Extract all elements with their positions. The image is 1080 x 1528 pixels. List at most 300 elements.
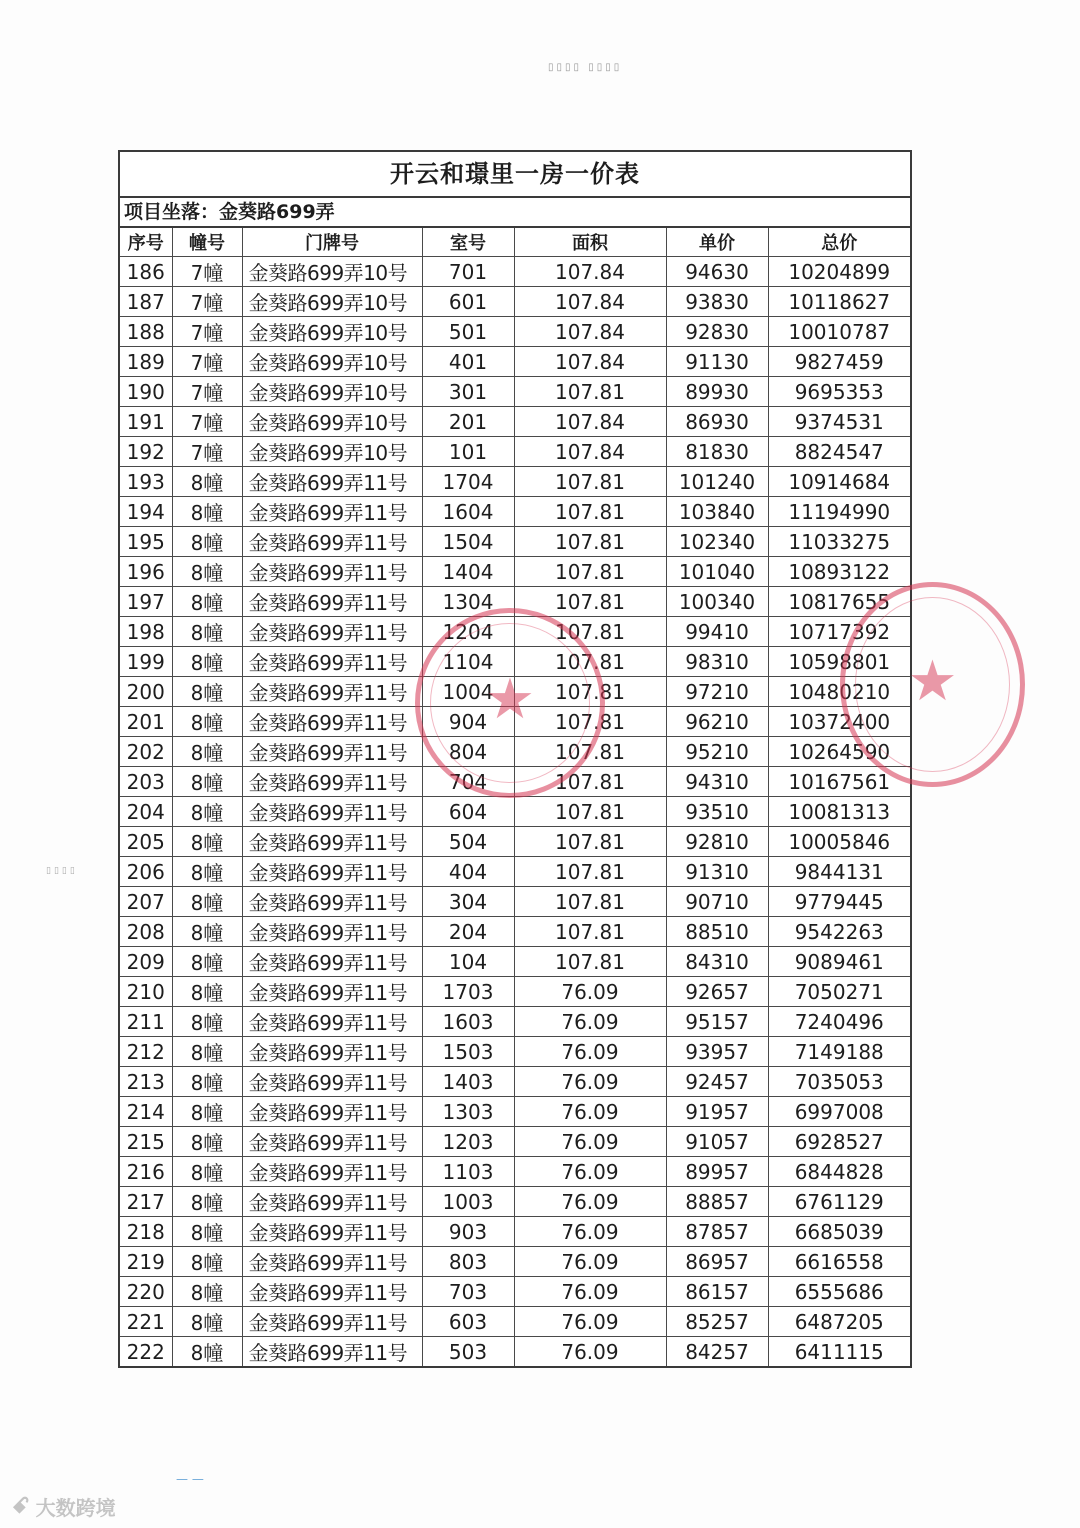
cell-seq: 189 — [120, 347, 172, 377]
cell-building: 7幢 — [172, 437, 242, 467]
cell-unit-price: 102340 — [666, 527, 768, 557]
cell-total-price: 6761129 — [768, 1187, 910, 1217]
cell-room: 1503 — [422, 1037, 514, 1067]
cell-building: 8幢 — [172, 647, 242, 677]
cell-area: 107.81 — [514, 527, 666, 557]
table-row — [120, 827, 910, 857]
cell-total-price: 9542263 — [768, 917, 910, 947]
cell-address: 金葵路699弄11号 — [242, 977, 422, 1007]
cell-unit-price: 98310 — [666, 647, 768, 677]
cell-room: 701 — [422, 257, 514, 287]
cell-room: 1003 — [422, 1187, 514, 1217]
cell-unit-price: 94630 — [666, 257, 768, 287]
cell-seq: 222 — [120, 1337, 172, 1367]
cell-total-price: 11194990 — [768, 497, 910, 527]
cell-total-price: 10893122 — [768, 557, 910, 587]
seal-star-icon: ★ — [484, 667, 536, 733]
cell-seq: 186 — [120, 257, 172, 287]
cell-total-price: 6616558 — [768, 1247, 910, 1277]
cell-seq: 207 — [120, 887, 172, 917]
cell-building: 8幢 — [172, 1307, 242, 1337]
cell-seq: 215 — [120, 1127, 172, 1157]
cell-unit-price: 84257 — [666, 1337, 768, 1367]
cell-room: 104 — [422, 947, 514, 977]
cell-room: 1704 — [422, 467, 514, 497]
cell-address: 金葵路699弄11号 — [242, 467, 422, 497]
table-row — [120, 797, 910, 827]
cell-building: 8幢 — [172, 737, 242, 767]
cell-total-price: 7149188 — [768, 1037, 910, 1067]
cell-unit-price: 96210 — [666, 707, 768, 737]
cell-building: 8幢 — [172, 1277, 242, 1307]
cell-seq: 214 — [120, 1097, 172, 1127]
cell-building: 8幢 — [172, 857, 242, 887]
cell-seq: 197 — [120, 587, 172, 617]
cell-area: 107.81 — [514, 947, 666, 977]
cell-area: 107.81 — [514, 767, 666, 797]
cell-seq: 212 — [120, 1037, 172, 1067]
cell-seq: 192 — [120, 437, 172, 467]
cell-address: 金葵路699弄11号 — [242, 797, 422, 827]
table-row — [120, 1037, 910, 1067]
cell-building: 8幢 — [172, 1007, 242, 1037]
cell-building: 8幢 — [172, 587, 242, 617]
cell-room: 501 — [422, 317, 514, 347]
header-room: 室号 — [422, 228, 514, 257]
cell-room: 1403 — [422, 1067, 514, 1097]
table-row — [120, 737, 910, 767]
cell-building: 8幢 — [172, 827, 242, 857]
cell-room: 1604 — [422, 497, 514, 527]
cell-area: 107.81 — [514, 587, 666, 617]
cell-area: 76.09 — [514, 1277, 666, 1307]
cell-room: 904 — [422, 707, 514, 737]
table-row — [120, 647, 910, 677]
cell-area: 107.81 — [514, 917, 666, 947]
cell-address: 金葵路699弄11号 — [242, 1217, 422, 1247]
cell-area: 107.81 — [514, 557, 666, 587]
cell-room: 201 — [422, 407, 514, 437]
header-unit-price: 单价 — [666, 228, 768, 257]
cell-area: 107.84 — [514, 347, 666, 377]
cell-address: 金葵路699弄10号 — [242, 257, 422, 287]
cell-area: 107.81 — [514, 467, 666, 497]
cell-room: 603 — [422, 1307, 514, 1337]
cell-unit-price: 87857 — [666, 1217, 768, 1247]
cell-seq: 219 — [120, 1247, 172, 1277]
cell-unit-price: 100340 — [666, 587, 768, 617]
cell-seq: 198 — [120, 617, 172, 647]
table-row — [120, 1007, 910, 1037]
cell-area: 76.09 — [514, 1037, 666, 1067]
cell-address: 金葵路699弄10号 — [242, 407, 422, 437]
cell-total-price: 9844131 — [768, 857, 910, 887]
cell-unit-price: 85257 — [666, 1307, 768, 1337]
cell-building: 7幢 — [172, 287, 242, 317]
cell-building: 8幢 — [172, 1097, 242, 1127]
cell-area: 107.84 — [514, 287, 666, 317]
cell-building: 8幢 — [172, 767, 242, 797]
cell-room: 304 — [422, 887, 514, 917]
cell-room: 1304 — [422, 587, 514, 617]
header-address: 门牌号 — [242, 228, 422, 257]
cell-area: 76.09 — [514, 1247, 666, 1277]
cell-address: 金葵路699弄11号 — [242, 647, 422, 677]
cell-seq: 201 — [120, 707, 172, 737]
cell-building: 8幢 — [172, 1157, 242, 1187]
cell-address: 金葵路699弄11号 — [242, 1157, 422, 1187]
cell-building: 8幢 — [172, 1037, 242, 1067]
cell-total-price: 10264590 — [768, 737, 910, 767]
cell-seq: 210 — [120, 977, 172, 1007]
cell-room: 503 — [422, 1337, 514, 1367]
cell-unit-price: 91957 — [666, 1097, 768, 1127]
cell-unit-price: 92830 — [666, 317, 768, 347]
cell-unit-price: 95210 — [666, 737, 768, 767]
cell-area: 107.81 — [514, 737, 666, 767]
cell-address: 金葵路699弄11号 — [242, 1337, 422, 1367]
cell-total-price: 9779445 — [768, 887, 910, 917]
cell-unit-price: 92457 — [666, 1067, 768, 1097]
cell-room: 101 — [422, 437, 514, 467]
table-row — [120, 1187, 910, 1217]
cell-total-price: 10010787 — [768, 317, 910, 347]
cell-total-price: 9374531 — [768, 407, 910, 437]
cell-address: 金葵路699弄11号 — [242, 587, 422, 617]
project-location: 项目坐落：金葵路699弄 — [120, 198, 910, 228]
cell-building: 8幢 — [172, 617, 242, 647]
cell-building: 8幢 — [172, 1247, 242, 1277]
cell-unit-price: 103840 — [666, 497, 768, 527]
cell-unit-price: 95157 — [666, 1007, 768, 1037]
cell-area: 107.84 — [514, 407, 666, 437]
table-row — [120, 1307, 910, 1337]
cell-room: 1404 — [422, 557, 514, 587]
cell-total-price: 10598801 — [768, 647, 910, 677]
cell-unit-price: 86157 — [666, 1277, 768, 1307]
cell-room: 703 — [422, 1277, 514, 1307]
scan-artifact: ▯▯▯▯ ▯▯▯▯ — [548, 62, 623, 73]
table-row — [120, 1247, 910, 1277]
table-row — [120, 1067, 910, 1097]
table-row — [120, 947, 910, 977]
cell-building: 8幢 — [172, 1187, 242, 1217]
cell-seq: 208 — [120, 917, 172, 947]
cell-address: 金葵路699弄11号 — [242, 1067, 422, 1097]
table-body — [120, 257, 910, 1367]
table-row — [120, 257, 910, 287]
cell-room: 204 — [422, 917, 514, 947]
cell-unit-price: 91130 — [666, 347, 768, 377]
table-row — [120, 1217, 910, 1247]
watermark-text: 大数跨境 — [35, 1496, 116, 1520]
cell-room: 601 — [422, 287, 514, 317]
cell-seq: 218 — [120, 1217, 172, 1247]
cell-building: 7幢 — [172, 257, 242, 287]
price-list-table — [118, 150, 912, 1368]
seal-star-icon: ★ — [907, 648, 958, 714]
table-row — [120, 1277, 910, 1307]
cell-area: 107.81 — [514, 677, 666, 707]
cell-room: 1303 — [422, 1097, 514, 1127]
cell-address: 金葵路699弄11号 — [242, 737, 422, 767]
table-row — [120, 707, 910, 737]
cell-building: 8幢 — [172, 1067, 242, 1097]
cell-room: 1504 — [422, 527, 514, 557]
cell-unit-price: 88857 — [666, 1187, 768, 1217]
cell-address: 金葵路699弄11号 — [242, 1037, 422, 1067]
cell-address: 金葵路699弄11号 — [242, 1277, 422, 1307]
cell-unit-price: 92657 — [666, 977, 768, 1007]
cell-address: 金葵路699弄11号 — [242, 1127, 422, 1157]
cell-address: 金葵路699弄11号 — [242, 617, 422, 647]
cell-seq: 216 — [120, 1157, 172, 1187]
cell-unit-price: 86930 — [666, 407, 768, 437]
header-total-price: 总价 — [768, 228, 910, 257]
cell-total-price: 10081313 — [768, 797, 910, 827]
cell-seq: 211 — [120, 1007, 172, 1037]
cell-address: 金葵路699弄11号 — [242, 1247, 422, 1277]
cell-building: 8幢 — [172, 947, 242, 977]
cell-total-price: 7050271 — [768, 977, 910, 1007]
table-row — [120, 1097, 910, 1127]
cell-unit-price: 94310 — [666, 767, 768, 797]
cell-area: 76.09 — [514, 1187, 666, 1217]
cell-total-price: 11033275 — [768, 527, 910, 557]
table-row — [120, 407, 910, 437]
cell-address: 金葵路699弄11号 — [242, 857, 422, 887]
header-building: 幢号 — [172, 228, 242, 257]
cell-building: 8幢 — [172, 467, 242, 497]
cell-room: 803 — [422, 1247, 514, 1277]
cell-unit-price: 84310 — [666, 947, 768, 977]
cell-total-price: 6997008 — [768, 1097, 910, 1127]
cell-unit-price: 86957 — [666, 1247, 768, 1277]
cell-seq: 194 — [120, 497, 172, 527]
cell-area: 76.09 — [514, 1217, 666, 1247]
cell-total-price: 10914684 — [768, 467, 910, 497]
cell-room: 804 — [422, 737, 514, 767]
cell-address: 金葵路699弄11号 — [242, 677, 422, 707]
cell-area: 107.81 — [514, 647, 666, 677]
cell-room: 1204 — [422, 617, 514, 647]
cell-seq: 199 — [120, 647, 172, 677]
cell-total-price: 9089461 — [768, 947, 910, 977]
table-row — [120, 857, 910, 887]
table-row — [120, 977, 910, 1007]
cell-building: 7幢 — [172, 377, 242, 407]
cell-area: 107.84 — [514, 257, 666, 287]
cell-seq: 187 — [120, 287, 172, 317]
cell-seq: 203 — [120, 767, 172, 797]
cell-total-price: 10204899 — [768, 257, 910, 287]
cell-room: 404 — [422, 857, 514, 887]
table-title: 开云和璟里一房一价表 — [120, 152, 910, 198]
cell-address: 金葵路699弄11号 — [242, 1097, 422, 1127]
cell-address: 金葵路699弄11号 — [242, 1307, 422, 1337]
cell-unit-price: 81830 — [666, 437, 768, 467]
cell-room: 1603 — [422, 1007, 514, 1037]
cell-address: 金葵路699弄11号 — [242, 767, 422, 797]
scan-artifact: — — — [176, 1472, 204, 1486]
cell-total-price: 6844828 — [768, 1157, 910, 1187]
units-table — [120, 228, 910, 1366]
cell-seq: 206 — [120, 857, 172, 887]
cell-total-price: 10817655 — [768, 587, 910, 617]
cell-building: 8幢 — [172, 797, 242, 827]
table-row — [120, 1127, 910, 1157]
cell-room: 504 — [422, 827, 514, 857]
cell-unit-price: 99410 — [666, 617, 768, 647]
cell-area: 107.81 — [514, 377, 666, 407]
cell-area: 76.09 — [514, 977, 666, 1007]
table-row — [120, 557, 910, 587]
cell-unit-price: 97210 — [666, 677, 768, 707]
cell-area: 107.81 — [514, 617, 666, 647]
cell-area: 107.84 — [514, 437, 666, 467]
cell-building: 8幢 — [172, 677, 242, 707]
cell-unit-price: 101240 — [666, 467, 768, 497]
cell-room: 903 — [422, 1217, 514, 1247]
cell-address: 金葵路699弄11号 — [242, 527, 422, 557]
cell-building: 8幢 — [172, 707, 242, 737]
table-row — [120, 917, 910, 947]
cell-total-price: 10005846 — [768, 827, 910, 857]
cell-room: 1703 — [422, 977, 514, 1007]
cell-total-price: 6685039 — [768, 1217, 910, 1247]
cell-building: 7幢 — [172, 347, 242, 377]
watermark — [12, 1492, 116, 1521]
cell-building: 7幢 — [172, 407, 242, 437]
cell-seq: 204 — [120, 797, 172, 827]
cell-area: 107.81 — [514, 707, 666, 737]
cell-address: 金葵路699弄11号 — [242, 917, 422, 947]
header-seq: 序号 — [120, 228, 172, 257]
cell-unit-price: 89930 — [666, 377, 768, 407]
cell-total-price: 9827459 — [768, 347, 910, 377]
cell-area: 107.84 — [514, 317, 666, 347]
cell-unit-price: 93957 — [666, 1037, 768, 1067]
cell-unit-price: 90710 — [666, 887, 768, 917]
cell-area: 76.09 — [514, 1337, 666, 1367]
cell-total-price: 10717392 — [768, 617, 910, 647]
cell-total-price: 7035053 — [768, 1067, 910, 1097]
cell-unit-price: 91310 — [666, 857, 768, 887]
cell-unit-price: 93830 — [666, 287, 768, 317]
table-row — [120, 347, 910, 377]
cell-room: 1103 — [422, 1157, 514, 1187]
cell-room: 301 — [422, 377, 514, 407]
cell-total-price: 6928527 — [768, 1127, 910, 1157]
table-row — [120, 467, 910, 497]
cell-area: 107.81 — [514, 887, 666, 917]
cell-area: 107.81 — [514, 797, 666, 827]
cell-total-price: 6487205 — [768, 1307, 910, 1337]
table-row — [120, 767, 910, 797]
cell-building: 8幢 — [172, 1217, 242, 1247]
table-row — [120, 497, 910, 527]
cell-address: 金葵路699弄10号 — [242, 347, 422, 377]
cell-address: 金葵路699弄10号 — [242, 377, 422, 407]
table-row — [120, 287, 910, 317]
cell-seq: 217 — [120, 1187, 172, 1217]
cell-total-price: 8824547 — [768, 437, 910, 467]
cell-unit-price: 89957 — [666, 1157, 768, 1187]
cell-building: 8幢 — [172, 1127, 242, 1157]
cell-room: 1004 — [422, 677, 514, 707]
cell-seq: 220 — [120, 1277, 172, 1307]
cell-address: 金葵路699弄11号 — [242, 497, 422, 527]
cell-building: 8幢 — [172, 1337, 242, 1367]
cell-total-price: 10118627 — [768, 287, 910, 317]
cell-area: 107.81 — [514, 857, 666, 887]
cell-total-price: 10167561 — [768, 767, 910, 797]
cell-address: 金葵路699弄10号 — [242, 287, 422, 317]
cell-building: 8幢 — [172, 887, 242, 917]
table-row — [120, 437, 910, 467]
cell-unit-price: 92810 — [666, 827, 768, 857]
cell-seq: 195 — [120, 527, 172, 557]
cell-room: 704 — [422, 767, 514, 797]
cell-building: 8幢 — [172, 527, 242, 557]
cell-seq: 191 — [120, 407, 172, 437]
cell-room: 604 — [422, 797, 514, 827]
cell-seq: 200 — [120, 677, 172, 707]
cell-address: 金葵路699弄11号 — [242, 707, 422, 737]
table-header-row — [120, 228, 910, 257]
cell-total-price: 6411115 — [768, 1337, 910, 1367]
cell-building: 8幢 — [172, 557, 242, 587]
cell-seq: 196 — [120, 557, 172, 587]
table-row — [120, 587, 910, 617]
cell-area: 76.09 — [514, 1097, 666, 1127]
cell-area: 76.09 — [514, 1007, 666, 1037]
cell-unit-price: 93510 — [666, 797, 768, 827]
cell-room: 1104 — [422, 647, 514, 677]
cell-total-price: 7240496 — [768, 1007, 910, 1037]
cell-seq: 209 — [120, 947, 172, 977]
cell-room: 1203 — [422, 1127, 514, 1157]
cell-room: 401 — [422, 347, 514, 377]
cell-seq: 190 — [120, 377, 172, 407]
scan-artifact: ▯▯▯▯ — [46, 866, 78, 876]
header-area: 面积 — [514, 228, 666, 257]
cell-seq: 193 — [120, 467, 172, 497]
cell-total-price: 9695353 — [768, 377, 910, 407]
cell-seq: 188 — [120, 317, 172, 347]
table-row — [120, 677, 910, 707]
cell-address: 金葵路699弄11号 — [242, 887, 422, 917]
cell-address: 金葵路699弄11号 — [242, 557, 422, 587]
cell-seq: 202 — [120, 737, 172, 767]
table-row — [120, 887, 910, 917]
cell-total-price: 6555686 — [768, 1277, 910, 1307]
cell-address: 金葵路699弄11号 — [242, 827, 422, 857]
cell-area: 76.09 — [514, 1127, 666, 1157]
cell-building: 8幢 — [172, 497, 242, 527]
table-row — [120, 377, 910, 407]
cell-address: 金葵路699弄11号 — [242, 1187, 422, 1217]
cell-area: 76.09 — [514, 1157, 666, 1187]
cell-address: 金葵路699弄10号 — [242, 317, 422, 347]
cell-address: 金葵路699弄10号 — [242, 437, 422, 467]
cell-building: 7幢 — [172, 317, 242, 347]
table-row — [120, 1337, 910, 1367]
cell-total-price: 10372400 — [768, 707, 910, 737]
cell-area: 76.09 — [514, 1067, 666, 1097]
table-row — [120, 617, 910, 647]
cell-address: 金葵路699弄11号 — [242, 947, 422, 977]
